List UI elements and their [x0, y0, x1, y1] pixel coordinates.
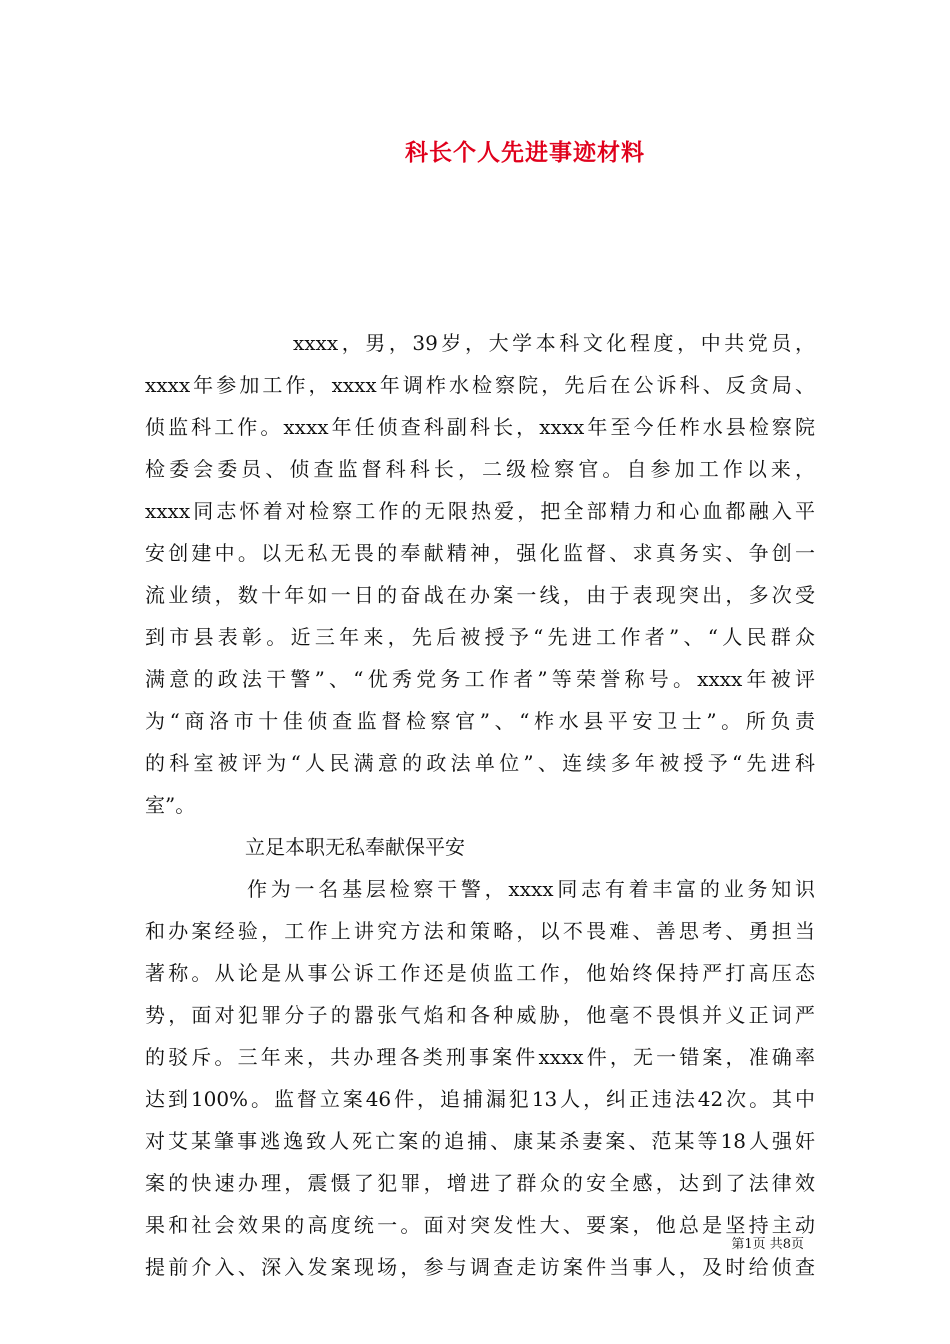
document-title: 科长个人先进事迹材料 [405, 139, 645, 166]
paragraph-line: 流业绩，数十年如一日的奋战在办案一线，由于表现突出，多次受 [145, 583, 815, 607]
paragraph-line: 的科室被评为“人民满意的政法单位”、连续多年被授予“先进科 [145, 751, 815, 775]
paragraph-line: 的驳斥。三年来，共办理各类刑事案件xxxx件，无一错案，准确率 [145, 1045, 815, 1069]
paragraph-line: 果和社会效果的高度统一。面对突发性大、要案，他总是坚持主动 [145, 1213, 815, 1237]
paragraph-line: 到市县表彰。近三年来，先后被授予“先进工作者”、“人民群众 [145, 625, 815, 649]
paragraph-line: 为“商洛市十佳侦查监督检察官”、“柞水县平安卫士”。所负责 [145, 709, 815, 733]
paragraph-line: 检委会委员、侦查监督科科长，二级检察官。自参加工作以来， [145, 457, 815, 481]
paragraph-line: 势，面对犯罪分子的嚣张气焰和各种威胁，他毫不畏惧并义正词严 [145, 1003, 815, 1027]
section-heading: 立足本职无私奉献保平安 [245, 835, 465, 859]
paragraph-line: 和办案经验，工作上讲究方法和策略，以不畏难、善思考、勇担当 [145, 919, 815, 943]
paragraph-line: xxxx同志怀着对检察工作的无限热爱，把全部精力和心血都融入平 [145, 499, 815, 523]
paragraph-line: 满意的政法干警”、“优秀党务工作者”等荣誉称号。xxxx年被评 [145, 667, 815, 691]
paragraph-line: 室”。 [145, 793, 196, 817]
paragraph-line: 著称。从论是从事公诉工作还是侦监工作，他始终保持严打高压态 [145, 961, 815, 985]
paragraph-line: 对艾某肇事逃逸致人死亡案的追捕、康某杀妻案、范某等18人强奸 [145, 1129, 815, 1153]
paragraph-line: 作为一名基层检察干警，xxxx同志有着丰富的业务知识 [247, 877, 815, 901]
paragraph-line: 侦监科工作。xxxx年任侦查科副科长，xxxx年至今任柞水县检察院 [145, 415, 815, 439]
paragraph-line: 达到100%。监督立案46件，追捕漏犯13人，纠正违法42次。其中 [145, 1087, 815, 1111]
page-number: 第1页 共8页 [731, 1237, 804, 1252]
paragraph-line: xxxx，男，39岁，大学本科文化程度，中共党员， [293, 331, 815, 355]
paragraph-line: 提前介入、深入发案现场，参与调查走访案件当事人，及时给侦查 [145, 1255, 815, 1279]
paragraph-line: 案的快速办理，震慑了犯罪，增进了群众的安全感，达到了法律效 [145, 1171, 815, 1195]
paragraph-line: 安创建中。以无私无畏的奉献精神，强化监督、求真务实、争创一 [145, 541, 815, 565]
paragraph-line: xxxx年参加工作，xxxx年调柞水检察院，先后在公诉科、反贪局、 [145, 373, 815, 397]
